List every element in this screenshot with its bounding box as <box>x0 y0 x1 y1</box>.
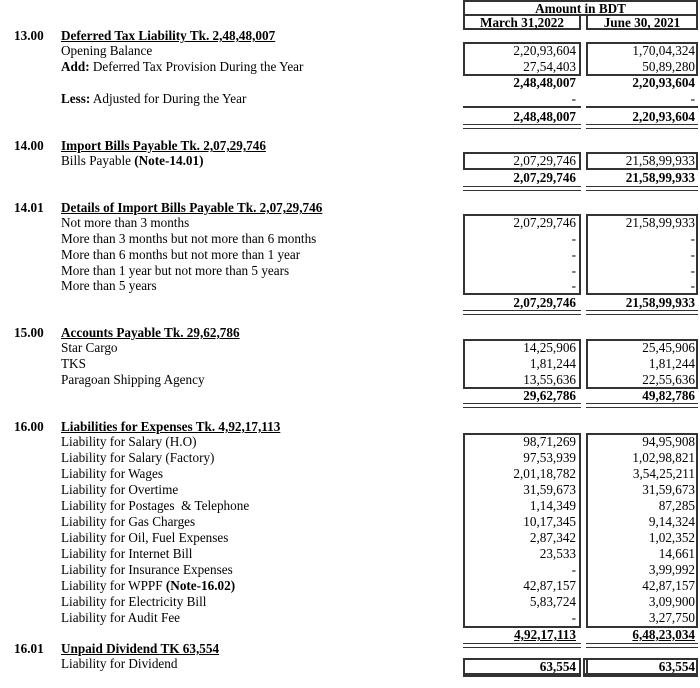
double-rule <box>586 186 698 191</box>
value-cell: - <box>690 231 695 246</box>
rule <box>586 106 698 108</box>
label-text: Bills Payable <box>61 153 135 168</box>
double-rule <box>586 403 698 408</box>
value-cell: - <box>571 231 576 246</box>
column-header-march-2022: March 31,2022 <box>463 14 581 30</box>
row-label: Opening Balance <box>61 43 153 58</box>
row-label <box>61 153 203 169</box>
row-label <box>61 59 303 75</box>
value-cell: 21,58,99,933 <box>625 215 695 230</box>
note-number: 16.01 <box>14 641 44 656</box>
rule <box>463 106 581 108</box>
value-cell: 3,99,992 <box>648 562 695 577</box>
value-cell: 2,01,18,782 <box>513 466 576 481</box>
note-number: 14.00 <box>14 138 44 153</box>
value-cell: 97,53,939 <box>523 450 576 465</box>
row-label: Liability for Dividend <box>61 656 178 671</box>
row-label: More than 3 months but not more than 6 months <box>61 231 317 246</box>
value-cell: 2,20,93,604 <box>513 43 576 58</box>
double-rule <box>463 186 581 191</box>
row-label: Liability for Postages & Telephone <box>61 498 250 513</box>
amount-header: Amount in BDT <box>463 0 698 16</box>
total-cell: 49,82,786 <box>642 388 695 403</box>
value-cell: - <box>571 91 576 106</box>
value-cell: 3,09,900 <box>648 594 695 609</box>
value-cell: 1,81,244 <box>529 356 576 371</box>
value-cell: 3,27,750 <box>648 610 695 625</box>
total-cell: 21,58,99,933 <box>625 295 695 310</box>
row-label: Liability for Audit Fee <box>61 610 181 625</box>
label-prefix: Add: <box>61 59 90 74</box>
section-title: Details of Import Bills Payable Tk. 2,07,29,746 <box>61 200 323 215</box>
double-rule <box>463 643 581 648</box>
value-cell: 10,17,345 <box>523 514 576 529</box>
note-number: 13.00 <box>14 28 44 43</box>
value-cell: 2,87,342 <box>529 530 576 545</box>
row-label: More than 1 year but not more than 5 years <box>61 263 290 278</box>
value-cell: 2,07,29,746 <box>513 153 576 168</box>
value-cell: 42,87,157 <box>642 578 695 593</box>
double-rule <box>586 124 698 129</box>
double-rule <box>586 643 698 648</box>
note-reference: (Note-14.01) <box>134 153 204 168</box>
value-cell: 3,54,25,211 <box>632 466 695 481</box>
value-cell: 27,54,403 <box>523 59 576 74</box>
total-cell: 2,20,93,604 <box>632 109 695 124</box>
value-cell: - <box>690 91 695 106</box>
value-cell: 98,71,269 <box>523 434 576 449</box>
double-rule <box>463 124 581 129</box>
value-cell: 1,02,98,821 <box>632 450 695 465</box>
section-title: Unpaid Dividend TK 63,554 <box>61 641 220 656</box>
value-cell: - <box>690 278 695 293</box>
row-label: Liability for Overtime <box>61 482 179 497</box>
value-cell: - <box>571 610 576 625</box>
subtotal-cell: 2,20,93,604 <box>632 75 695 90</box>
row-label <box>61 91 246 107</box>
value-cell: - <box>690 247 695 262</box>
value-cell: 42,87,157 <box>523 578 576 593</box>
label-prefix: Less: <box>61 91 91 106</box>
note-number: 14.01 <box>14 200 44 215</box>
double-rule <box>586 310 698 315</box>
total-cell: 2,07,29,746 <box>513 295 576 310</box>
row-label <box>61 578 235 594</box>
value-cell: 50,89,280 <box>642 59 695 74</box>
value-cell: 14,25,906 <box>523 340 576 355</box>
value-cell: 13,55,636 <box>523 372 576 387</box>
value-cell: 5,83,724 <box>529 594 576 609</box>
value-cell: 14,661 <box>658 546 695 561</box>
column-header-june-2021: June 30, 2021 <box>586 14 698 30</box>
section-title: Import Bills Payable Tk. 2,07,29,746 <box>61 138 266 153</box>
section-title: Accounts Payable Tk. 29,62,786 <box>61 325 240 340</box>
note-reference: (Note-16.02) <box>165 578 236 593</box>
value-cell: 1,14,349 <box>529 498 576 513</box>
value-cell: 1,70,04,324 <box>632 43 695 58</box>
value-cell: 31,59,673 <box>523 482 576 497</box>
value-cell: 87,285 <box>658 498 695 513</box>
note-number: 16.00 <box>14 419 44 434</box>
value-cell: - <box>571 278 576 293</box>
row-label: Liability for Wages <box>61 466 163 481</box>
subtotal-cell: 2,48,48,007 <box>513 75 576 90</box>
row-label: Liability for Salary (Factory) <box>61 450 215 465</box>
value-cell: - <box>571 263 576 278</box>
value-cell: 94,95,908 <box>642 434 695 449</box>
value-cell: 1,81,244 <box>648 356 695 371</box>
value-cell: - <box>690 263 695 278</box>
section-title: Liabilities for Expenses Tk. 4,92,17,113 <box>61 419 281 434</box>
value-cell: 21,58,99,933 <box>625 153 695 168</box>
value-cell: - <box>571 562 576 577</box>
value-cell: 9,14,324 <box>648 514 695 529</box>
value-cell: 63,554 <box>658 659 695 674</box>
label-text: Deferred Tax Provision During the Year <box>89 59 304 74</box>
row-label: More than 5 years <box>61 278 157 293</box>
row-label: Liability for Gas Charges <box>61 514 196 529</box>
value-cell: 63,554 <box>539 659 576 674</box>
value-cell: 31,59,673 <box>642 482 695 497</box>
note-number: 15.00 <box>14 325 44 340</box>
row-label: Liability for Insurance Expenses <box>61 562 233 577</box>
value-cell: 2,07,29,746 <box>513 215 576 230</box>
value-cell: - <box>571 247 576 262</box>
row-label: Liability for Oil, Fuel Expenses <box>61 530 229 545</box>
section-title: Deferred Tax Liability Tk. 2,48,48,007 <box>61 28 276 43</box>
row-label: Liability for Salary (H.O) <box>61 434 197 449</box>
row-label: Not more than 3 months <box>61 215 190 230</box>
value-cell: 22,55,636 <box>642 372 695 387</box>
label-text: Adjusted for During the Year <box>90 91 247 106</box>
total-cell: 21,58,99,933 <box>625 170 695 185</box>
double-rule <box>463 310 581 315</box>
total-cell: 2,07,29,746 <box>513 170 576 185</box>
value-cell: 25,45,906 <box>642 340 695 355</box>
row-label: Paragoan Shipping Agency <box>61 372 205 387</box>
total-cell: 4,92,17,113 <box>514 627 576 642</box>
total-cell: 6,48,23,034 <box>632 627 695 642</box>
value-cell: 23,533 <box>539 546 576 561</box>
row-label: Star Cargo <box>61 340 118 355</box>
value-cell: 1,02,352 <box>648 530 695 545</box>
total-cell: 2,48,48,007 <box>513 109 576 124</box>
row-label: TKS <box>61 356 86 371</box>
row-label: More than 6 months but not more than 1 year <box>61 247 301 262</box>
row-label: Liability for Electricity Bill <box>61 594 207 609</box>
row-label: Liability for Internet Bill <box>61 546 193 561</box>
label-text: Liability for WPPF <box>61 578 166 593</box>
double-rule <box>463 403 581 408</box>
total-cell: 29,62,786 <box>523 388 576 403</box>
